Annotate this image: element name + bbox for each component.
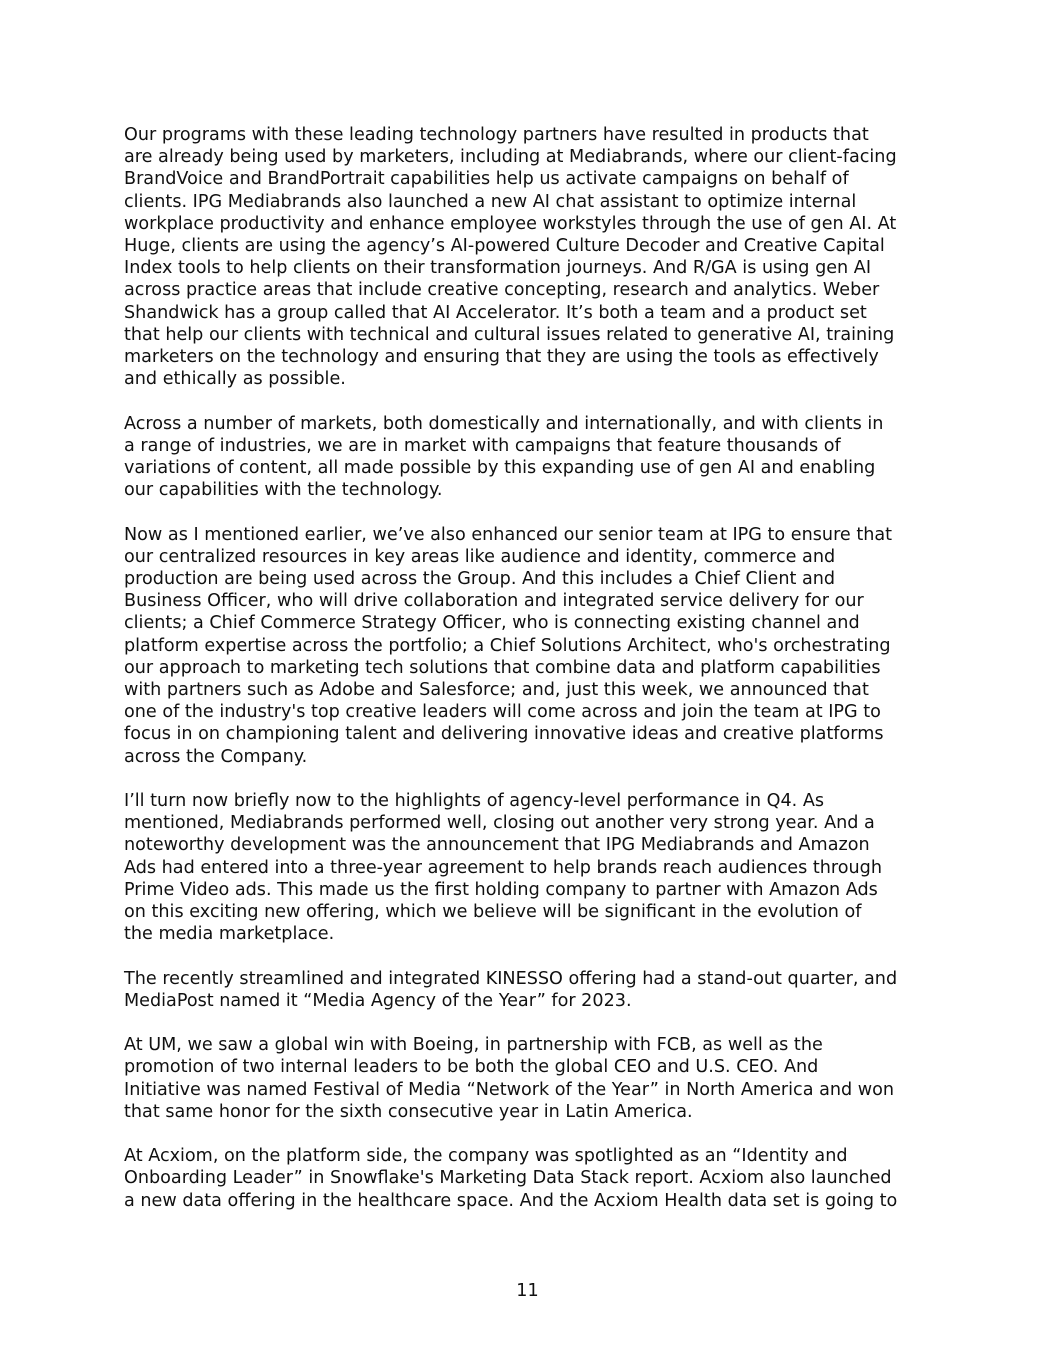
text-line: BrandVoice and BrandPortrait capabilities help us activate campaigns on behalf of bbox=[124, 169, 849, 190]
text-line: Prime Video ads. This made us the first holding company to partner with Amazon Ads bbox=[124, 879, 878, 900]
text-line: Onboarding Leader” in Snowflake's Marketing Data Stack report. Acxiom also launched bbox=[124, 1168, 892, 1189]
text-line: one of the industry's top creative leaders will come across and join the team at IPG to bbox=[124, 702, 881, 723]
text-line: across practice areas that include creative concepting, research and analytics. Weber bbox=[124, 280, 880, 301]
body-text bbox=[124, 124, 936, 1234]
text-line: a range of industries, we are in market with campaigns that feature thousands of bbox=[124, 435, 841, 456]
text-line: that same honor for the sixth consecutive year in Latin America. bbox=[124, 1101, 693, 1122]
text-line: Our programs with these leading technology partners have resulted in products that bbox=[124, 125, 869, 145]
text-line: At UM, we saw a global win with Boeing, in partnership with FCB, as well as the bbox=[124, 1035, 823, 1056]
text-line: The recently streamlined and integrated KINESSO offering had a stand-out quarter, and bbox=[124, 968, 898, 989]
paragraph bbox=[124, 524, 936, 768]
text-line: on this exciting new offering, which we believe will be significant in the evolution of bbox=[124, 902, 862, 923]
page-number: 11 bbox=[516, 1281, 539, 1301]
paragraph bbox=[124, 413, 936, 502]
text-line: Index tools to help clients on their transformation journeys. And R/GA is using gen AI bbox=[124, 258, 872, 279]
text-line: a new data offering in the healthcare space. And the Acxiom Health data set is going to bbox=[124, 1190, 898, 1211]
text-line: marketers on the technology and ensuring that they are using the tools as effectively bbox=[124, 347, 879, 368]
text-line: and ethically as possible. bbox=[124, 369, 346, 390]
text-line: with partners such as Adobe and Salesforce; and, just this week, we announced that bbox=[124, 680, 869, 701]
paragraph bbox=[124, 1034, 936, 1123]
text-line: clients; a Chief Commerce Strategy Officer, who is connecting existing channel and bbox=[124, 613, 860, 634]
text-line: focus in on championing talent and delivering innovative ideas and creative platforms bbox=[124, 724, 884, 745]
text-line: Shandwick has a group called that AI Accelerator. It’s both a team and a product set bbox=[124, 302, 867, 323]
text-line: Now as I mentioned earlier, we’ve also enhanced our senior team at IPG to ensure that bbox=[124, 524, 893, 545]
text-line: that help our clients with technical and cultural issues related to generative AI, training bbox=[124, 324, 895, 345]
text-line: our approach to marketing tech solutions that combine data and platform capabilities bbox=[124, 657, 881, 678]
text-line: clients. IPG Mediabrands also launched a new AI chat assistant to optimize internal bbox=[124, 191, 857, 212]
text-line: At Acxiom, on the platform side, the company was spotlighted as an “Identity and bbox=[124, 1146, 848, 1167]
paragraph bbox=[124, 790, 936, 945]
text-line: Ads had entered into a three-year agreement to help brands reach audiences through bbox=[124, 857, 882, 878]
text-line: noteworthy development was the announcement that IPG Mediabrands and Amazon bbox=[124, 835, 870, 856]
text-line: I’ll turn now briefly now to the highlights of agency-level performance in Q4. As bbox=[124, 791, 825, 812]
text-line: platform expertise across the portfolio; a Chief Solutions Architect, who's orchestrating bbox=[124, 635, 891, 656]
text-line: our capabilities with the technology. bbox=[124, 480, 443, 501]
text-line: Across a number of markets, both domestically and internationally, and with clients in bbox=[124, 413, 884, 434]
text-line: Initiative was named Festival of Media “Network of the Year” in North America and won bbox=[124, 1079, 895, 1100]
text-line: production are being used across the Group. And this includes a Chief Client and bbox=[124, 569, 836, 590]
text-line: across the Company. bbox=[124, 746, 308, 767]
text-line: MediaPost named it “Media Agency of the Year” for 2023. bbox=[124, 990, 632, 1011]
text-line: Business Officer, who will drive collaboration and integrated service delivery for our bbox=[124, 591, 864, 612]
text-line: the media marketplace. bbox=[124, 924, 335, 945]
paragraph bbox=[124, 1145, 936, 1212]
text-line: variations of content, all made possible by this expanding use of gen AI and enabling bbox=[124, 458, 876, 479]
text-line: Huge, clients are using the agency’s AI-powered Culture Decoder and Creative Capital bbox=[124, 236, 885, 257]
text-line: mentioned, Mediabrands performed well, closing out another very strong year. And a bbox=[124, 813, 875, 834]
paragraph bbox=[124, 968, 936, 1012]
text-line: workplace productivity and enhance employee workstyles through the use of gen AI. At bbox=[124, 213, 897, 234]
text-line: promotion of two internal leaders to be both the global CEO and U.S. CEO. And bbox=[124, 1057, 819, 1078]
paragraph bbox=[124, 124, 936, 390]
text-line: are already being used by marketers, including at Mediabrands, where our client-facing bbox=[124, 147, 897, 168]
text-line: our centralized resources in key areas like audience and identity, commerce and bbox=[124, 546, 836, 567]
